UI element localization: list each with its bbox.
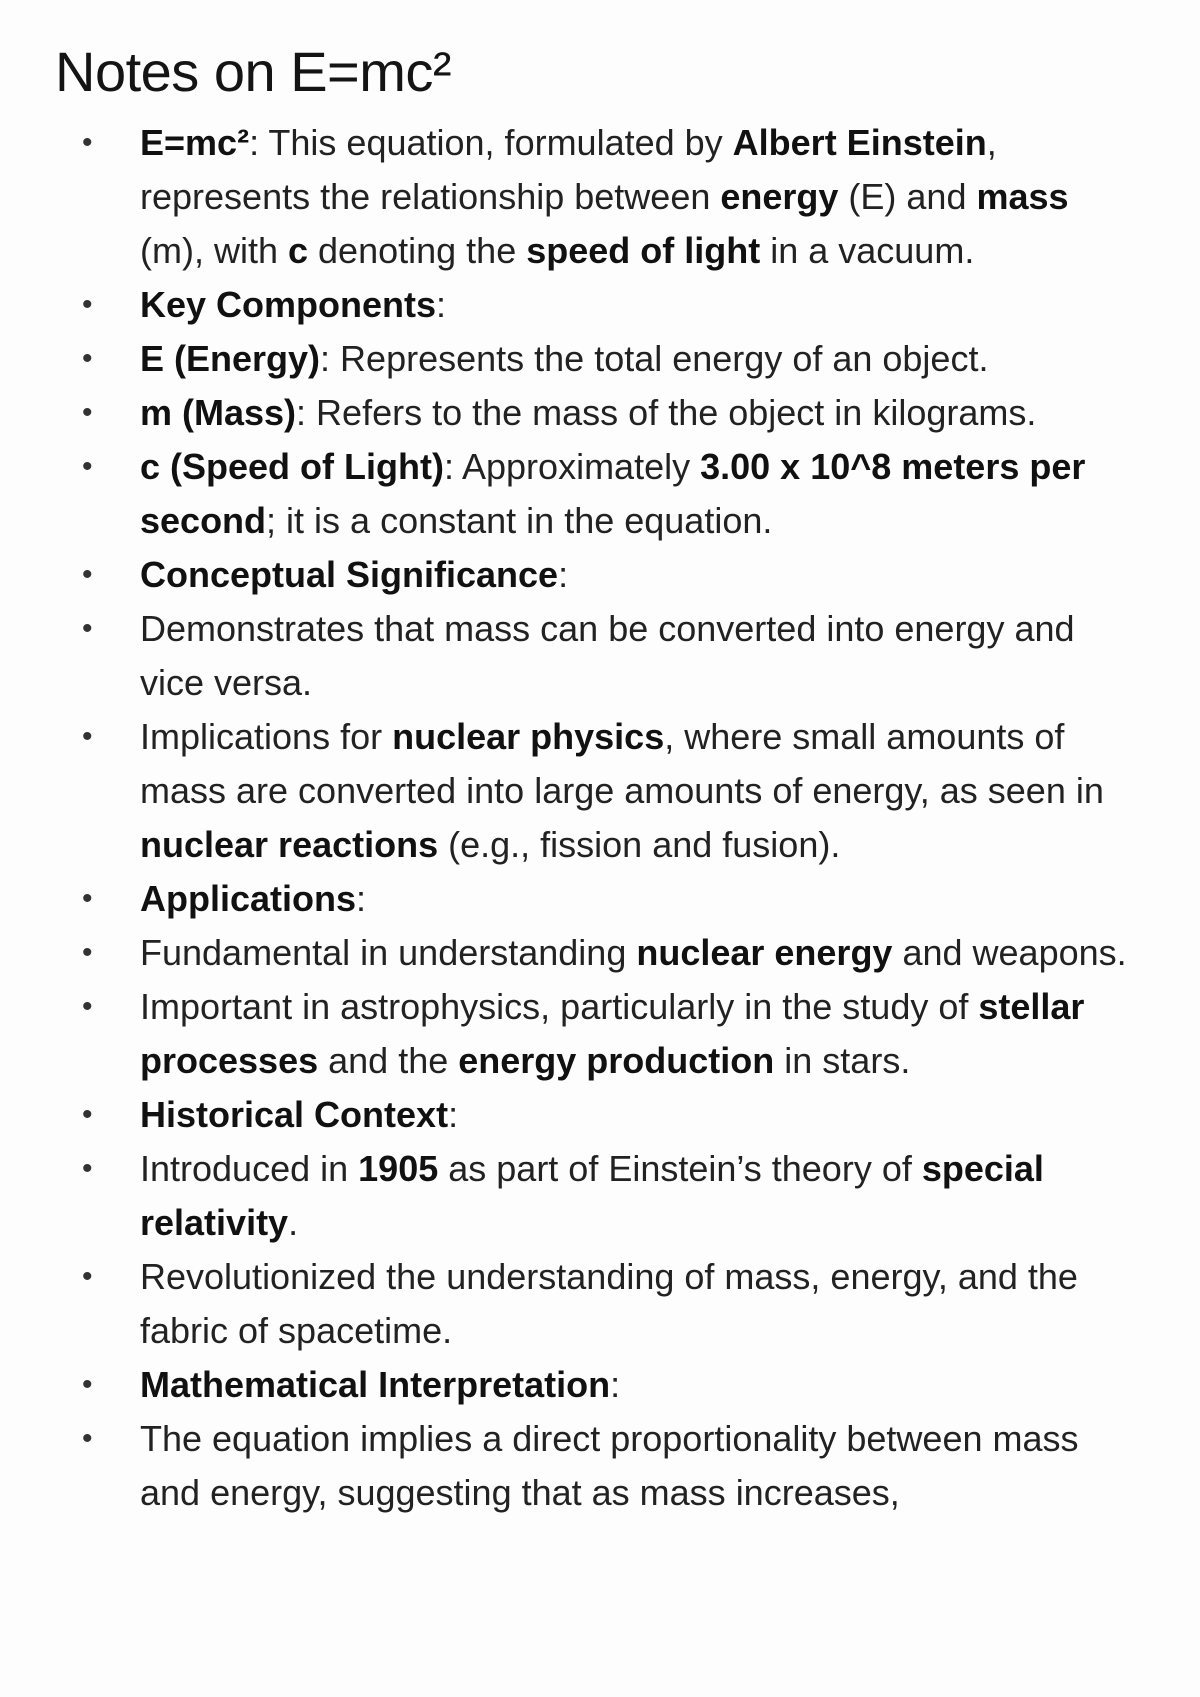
bullet-icon: • xyxy=(82,396,93,429)
list-item-text: ; it is a constant in the equation. xyxy=(266,500,773,541)
list-item-text: Demonstrates that mass can be converted into energy and vice versa. xyxy=(140,608,1075,703)
list-item-text: , represents the relationship between xyxy=(140,122,997,217)
notes-list xyxy=(55,116,1140,1520)
list-item-text: and the xyxy=(318,1040,459,1081)
list-item-text: : Represents the total energy of an object. xyxy=(320,338,989,379)
list-item xyxy=(55,548,1140,602)
list-item-text: : xyxy=(448,1094,459,1135)
bold-term: speed of light xyxy=(526,230,761,271)
list-item xyxy=(55,872,1140,926)
list-item xyxy=(55,980,1140,1088)
list-item xyxy=(55,116,1140,278)
bullet-icon: • xyxy=(82,1152,93,1185)
list-item xyxy=(55,1088,1140,1142)
bullet-icon: • xyxy=(82,558,93,591)
bold-term: energy production xyxy=(458,1040,775,1081)
bullet-icon: • xyxy=(82,1368,93,1401)
bold-term: E (Energy) xyxy=(140,338,321,379)
bold-term: nuclear reactions xyxy=(140,824,439,865)
list-item-text: : Approximately xyxy=(443,446,701,487)
list-item-text: The equation implies a direct proportionality between mass and energy, suggesting that as mass increases, xyxy=(140,1418,1079,1513)
bullet-icon: • xyxy=(82,882,93,915)
bold-term: c (Speed of Light) xyxy=(140,446,444,487)
list-item-text: . xyxy=(288,1202,299,1243)
list-item-text: Revolutionized the understanding of mass, energy, and the fabric of spacetime. xyxy=(140,1256,1078,1351)
list-item xyxy=(55,386,1140,440)
bold-term: 3.00 x 10^8 meters per second xyxy=(140,446,1086,541)
list-item-text: : This equation, formulated by xyxy=(249,122,733,163)
list-item xyxy=(55,1358,1140,1412)
bullet-icon: • xyxy=(82,126,93,159)
list-item xyxy=(55,440,1140,548)
bold-term: special relativity xyxy=(140,1148,1044,1243)
bullet-icon: • xyxy=(82,936,93,969)
list-item-text: : Refers to the mass of the object in kilograms. xyxy=(296,392,1037,433)
bold-term: mass xyxy=(976,176,1069,217)
list-item-text: in stars. xyxy=(774,1040,911,1081)
list-item-text: : xyxy=(558,554,569,595)
bold-term: m (Mass) xyxy=(140,392,297,433)
bullet-icon: • xyxy=(82,288,93,321)
bullet-icon: • xyxy=(82,450,93,483)
list-item xyxy=(55,926,1140,980)
list-item-text: Implications for xyxy=(140,716,393,757)
bold-term: Mathematical Interpretation xyxy=(140,1364,611,1405)
bullet-icon: • xyxy=(82,1422,93,1455)
list-item-text: (m), with xyxy=(140,230,288,271)
list-item xyxy=(55,1250,1140,1358)
list-item-text: : xyxy=(436,284,447,325)
bold-term: Key Components xyxy=(140,284,437,325)
bold-term: nuclear energy xyxy=(636,932,893,973)
bold-term: stellar processes xyxy=(140,986,1085,1081)
list-item-text: in a vacuum. xyxy=(760,230,975,271)
list-item-text: Fundamental in understanding xyxy=(140,932,637,973)
list-item xyxy=(55,278,1140,332)
page-title: Notes on E=mc² xyxy=(55,40,452,103)
bold-term: energy xyxy=(720,176,839,217)
list-item xyxy=(55,710,1140,872)
list-item-text: denoting the xyxy=(308,230,527,271)
list-item-text: Important in astrophysics, particularly in the study of xyxy=(140,986,979,1027)
bold-term: nuclear physics xyxy=(392,716,665,757)
list-item-text: as part of Einstein’s theory of xyxy=(438,1148,922,1189)
list-item-text: (E) and xyxy=(838,176,977,217)
bullet-icon: • xyxy=(82,612,93,645)
bullet-icon: • xyxy=(82,1098,93,1131)
list-item-text: : xyxy=(610,1364,621,1405)
bold-term: 1905 xyxy=(358,1148,439,1189)
bold-term: Historical Context xyxy=(140,1094,449,1135)
list-item xyxy=(55,332,1140,386)
list-item-text: Introduced in xyxy=(140,1148,359,1189)
bullet-icon: • xyxy=(82,342,93,375)
list-item xyxy=(55,1412,1140,1520)
bold-term: Applications xyxy=(140,878,357,919)
bold-term: Conceptual Significance xyxy=(140,554,559,595)
list-item-text: (e.g., fission and fusion). xyxy=(438,824,841,865)
list-item-text: , where small amounts of mass are converted into large amounts of energy, as seen in xyxy=(140,716,1104,811)
bullet-icon: • xyxy=(82,990,93,1023)
bold-term: Albert Einstein xyxy=(732,122,987,163)
bold-term: c xyxy=(288,230,309,271)
list-item-text: : xyxy=(356,878,367,919)
bold-term: E=mc² xyxy=(140,122,250,163)
bullet-icon: • xyxy=(82,720,93,753)
list-item xyxy=(55,1142,1140,1250)
bullet-icon: • xyxy=(82,1260,93,1293)
list-item-text: and weapons. xyxy=(892,932,1127,973)
list-item xyxy=(55,602,1140,710)
